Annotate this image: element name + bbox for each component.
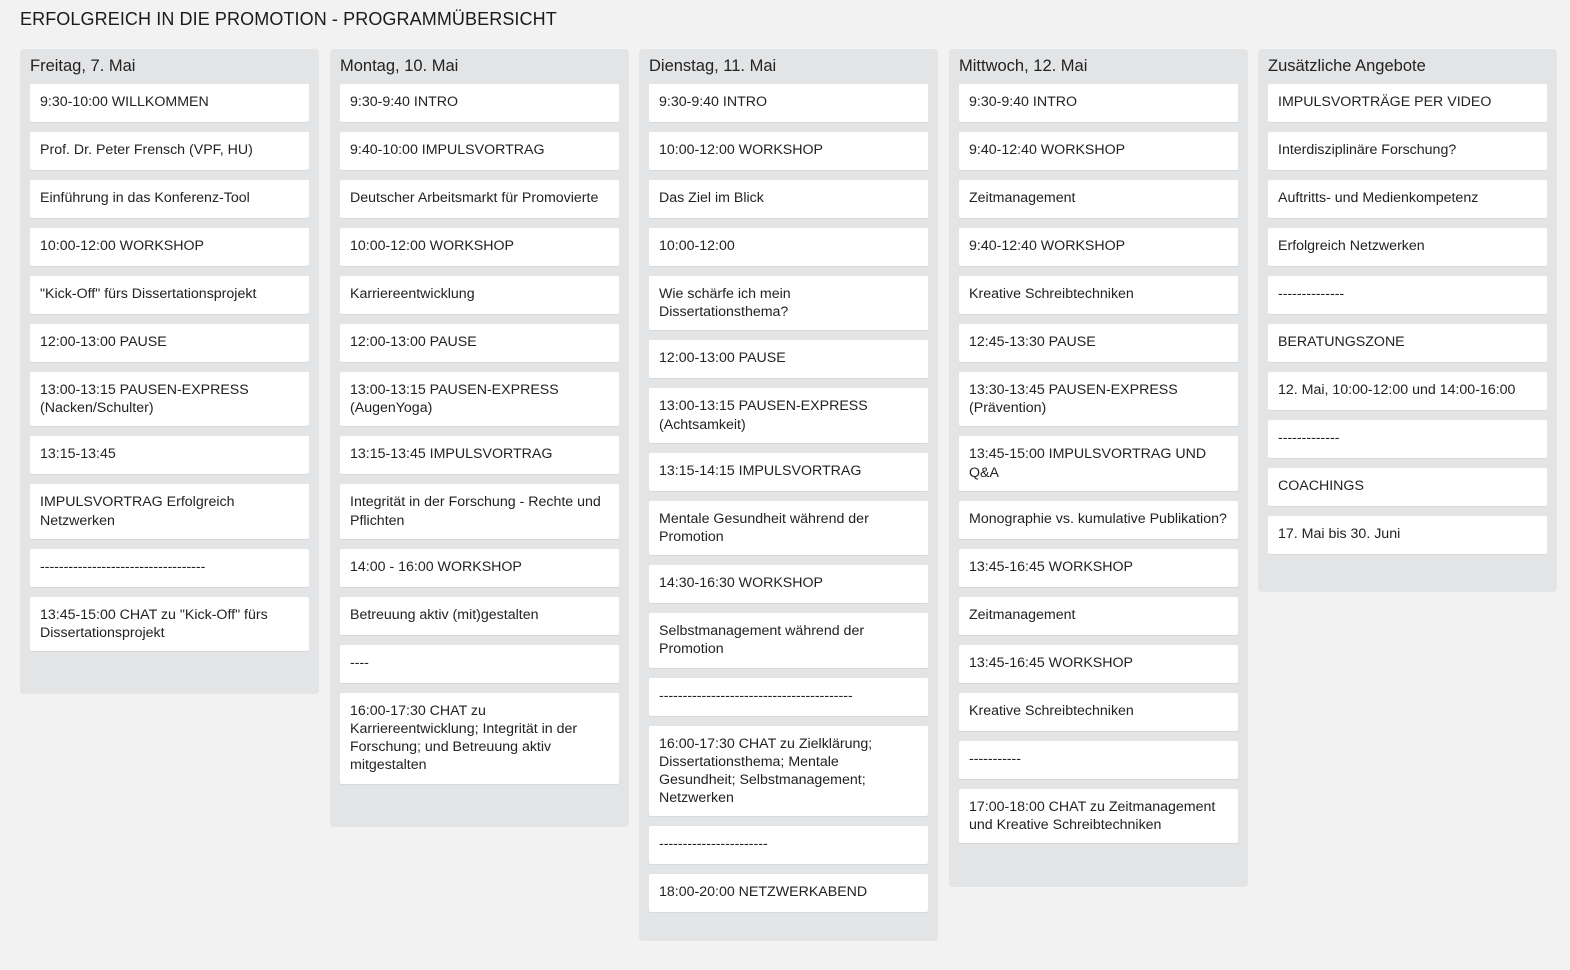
card[interactable]: COACHINGS <box>1268 468 1547 506</box>
list-column-friday <box>20 49 319 694</box>
card[interactable]: 9:30-10:00 WILLKOMMEN <box>30 84 309 122</box>
card[interactable]: Das Ziel im Blick <box>649 180 928 218</box>
card[interactable]: ----------------------------------------- <box>649 678 928 716</box>
card[interactable]: Kreative Schreibtechniken <box>959 693 1238 731</box>
card[interactable]: Erfolgreich Netzwerken <box>1268 228 1547 266</box>
card[interactable]: 9:40-10:00 IMPULSVORTRAG <box>340 132 619 170</box>
card[interactable]: Deutscher Arbeitsmarkt für Promovierte <box>340 180 619 218</box>
card-list <box>639 84 938 912</box>
card[interactable]: ----------------------------------- <box>30 549 309 587</box>
card[interactable]: 14:30-16:30 WORKSHOP <box>649 565 928 603</box>
card[interactable]: 12:00-13:00 PAUSE <box>30 324 309 362</box>
card[interactable]: 18:00-20:00 NETZWERKABEND <box>649 874 928 912</box>
card[interactable]: 10:00-12:00 <box>649 228 928 266</box>
list-column-additional-offers <box>1258 49 1557 592</box>
card[interactable]: Karriereentwicklung <box>340 276 619 314</box>
column-title[interactable]: Zusätzliche Angebote <box>1268 57 1426 75</box>
card[interactable]: 16:00-17:30 CHAT zu Karriereentwicklung; Integrität in der Forschung; und Betreuung aktiv mitgestalten <box>340 693 619 784</box>
card[interactable]: 9:30-9:40 INTRO <box>340 84 619 122</box>
card[interactable]: 9:30-9:40 INTRO <box>649 84 928 122</box>
card[interactable]: Selbstmanagement während der Promotion <box>649 613 928 667</box>
card[interactable]: IMPULSVORTRÄGE PER VIDEO <box>1268 84 1547 122</box>
list-column-monday <box>330 49 629 827</box>
card[interactable]: ----------------------- <box>649 826 928 864</box>
card[interactable]: 13:00-13:15 PAUSEN-EXPRESS (Achtsamkeit) <box>649 388 928 442</box>
card[interactable]: Interdisziplinäre Forschung? <box>1268 132 1547 170</box>
card[interactable]: 13:00-13:15 PAUSEN-EXPRESS (Nacken/Schulter) <box>30 372 309 426</box>
page-title: ERFOLGREICH IN DIE PROMOTION - PROGRAMMÜBERSICHT <box>20 9 557 29</box>
card-list <box>20 84 319 651</box>
card[interactable]: 13:45-15:00 CHAT zu "Kick-Off" fürs Dissertationsprojekt <box>30 597 309 651</box>
card[interactable]: Prof. Dr. Peter Frensch (VPF, HU) <box>30 132 309 170</box>
card[interactable]: Zeitmanagement <box>959 180 1238 218</box>
card[interactable]: 17:00-18:00 CHAT zu Zeitmanagement und Kreative Schreibtechniken <box>959 789 1238 843</box>
card[interactable]: 13:45-16:45 WORKSHOP <box>959 645 1238 683</box>
card[interactable]: 12:00-13:00 PAUSE <box>340 324 619 362</box>
list-column-wednesday <box>949 49 1248 887</box>
card[interactable]: Monographie vs. kumulative Publikation? <box>959 501 1238 539</box>
card[interactable]: ----------- <box>959 741 1238 779</box>
card[interactable]: "Kick-Off" fürs Dissertationsprojekt <box>30 276 309 314</box>
card[interactable]: 17. Mai bis 30. Juni <box>1268 516 1547 554</box>
card[interactable]: 10:00-12:00 WORKSHOP <box>340 228 619 266</box>
card[interactable]: 13:30-13:45 PAUSEN-EXPRESS (Prävention) <box>959 372 1238 426</box>
card[interactable]: 9:40-12:40 WORKSHOP <box>959 228 1238 266</box>
card[interactable]: Kreative Schreibtechniken <box>959 276 1238 314</box>
card[interactable]: 9:40-12:40 WORKSHOP <box>959 132 1238 170</box>
card[interactable]: 12. Mai, 10:00-12:00 und 14:00-16:00 <box>1268 372 1547 410</box>
card[interactable]: ------------- <box>1268 420 1547 458</box>
card[interactable]: 13:15-13:45 IMPULSVORTRAG <box>340 436 619 474</box>
card[interactable]: Mentale Gesundheit während der Promotion <box>649 501 928 555</box>
card[interactable]: 10:00-12:00 WORKSHOP <box>649 132 928 170</box>
card[interactable]: 12:45-13:30 PAUSE <box>959 324 1238 362</box>
card[interactable]: Auftritts- und Medienkompetenz <box>1268 180 1547 218</box>
card[interactable]: IMPULSVORTRAG Erfolgreich Netzwerken <box>30 484 309 538</box>
card[interactable]: 13:15-14:15 IMPULSVORTRAG <box>649 453 928 491</box>
card[interactable]: Integrität in der Forschung - Rechte und Pflichten <box>340 484 619 538</box>
card[interactable]: 12:00-13:00 PAUSE <box>649 340 928 378</box>
card[interactable]: 10:00-12:00 WORKSHOP <box>30 228 309 266</box>
card[interactable]: 16:00-17:30 CHAT zu Zielklärung; Dissertationsthema; Mentale Gesundheit; Selbstmanagement; Netzwerken <box>649 726 928 817</box>
column-title[interactable]: Mittwoch, 12. Mai <box>959 57 1088 75</box>
card[interactable]: Einführung in das Konferenz-Tool <box>30 180 309 218</box>
card[interactable]: -------------- <box>1268 276 1547 314</box>
card-list <box>1258 84 1557 554</box>
card[interactable]: 14:00 - 16:00 WORKSHOP <box>340 549 619 587</box>
card[interactable]: 13:45-16:45 WORKSHOP <box>959 549 1238 587</box>
card-list <box>330 84 629 784</box>
card[interactable]: Betreuung aktiv (mit)gestalten <box>340 597 619 635</box>
card[interactable]: 13:45-15:00 IMPULSVORTRAG UND Q&A <box>959 436 1238 490</box>
card[interactable]: ---- <box>340 645 619 683</box>
card[interactable]: Zeitmanagement <box>959 597 1238 635</box>
column-title[interactable]: Montag, 10. Mai <box>340 57 459 75</box>
list-column-tuesday <box>639 49 938 941</box>
card[interactable]: Wie schärfe ich mein Dissertationsthema? <box>649 276 928 330</box>
card[interactable]: BERATUNGSZONE <box>1268 324 1547 362</box>
column-title[interactable]: Dienstag, 11. Mai <box>649 57 777 75</box>
card-list <box>949 84 1248 843</box>
card[interactable]: 13:15-13:45 <box>30 436 309 474</box>
card[interactable]: 13:00-13:15 PAUSEN-EXPRESS (AugenYoga) <box>340 372 619 426</box>
card[interactable]: 9:30-9:40 INTRO <box>959 84 1238 122</box>
column-title[interactable]: Freitag, 7. Mai <box>30 57 136 75</box>
